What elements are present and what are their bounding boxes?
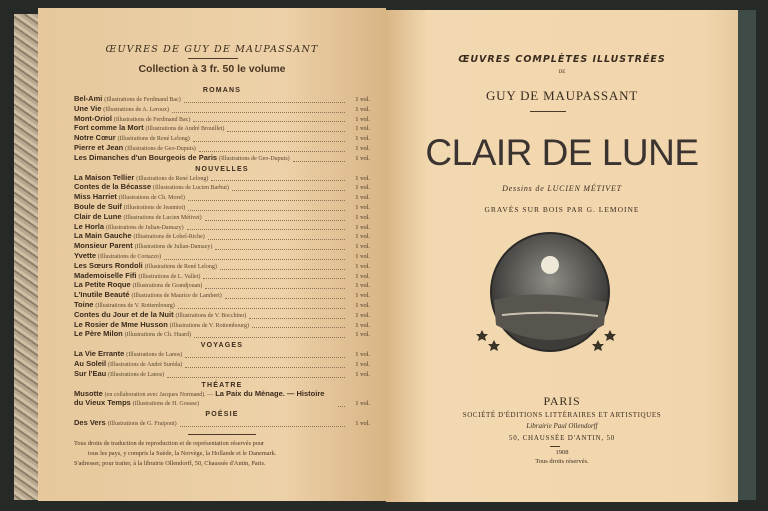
entry-illustrator: (Illustrations de René Lelong) — [144, 263, 217, 270]
entry-illustrator: (Illustrations de Julian-Damazy) — [105, 224, 184, 231]
catalog-entry — [74, 154, 370, 164]
entry-illustrator: (Illustrations de Lobel-Riche) — [133, 234, 205, 241]
dot-leader — [227, 131, 345, 132]
entry-illustrator: (Illustrations de René Lelong) — [136, 175, 209, 182]
entry-illustrator: (Illustrations de Lucien Métivet) — [123, 214, 202, 221]
dot-leader — [225, 298, 345, 299]
volume-count: 1 vol. — [355, 301, 370, 309]
entry-title: Sur l'Eau — [74, 368, 107, 378]
volume-count: 1 vol. — [355, 292, 370, 300]
dot-leader — [167, 377, 345, 378]
entry-title: Au Soleil — [74, 358, 107, 368]
section-heading: ROMANS — [202, 87, 242, 94]
entry-title: Une Vie — [74, 103, 102, 113]
entry-illustrator: (Illustrations de G. Fraipont) — [107, 421, 177, 428]
volume-count: 1 vol. — [355, 360, 370, 368]
section-heading: VOYAGES — [200, 342, 244, 350]
dot-leader — [185, 357, 345, 358]
entry-illustrator: (Illustrations de V. Rottembourg) — [169, 322, 250, 329]
series-title: ŒUVRES COMPLÈTES ILLUSTRÉES — [458, 54, 666, 65]
entry-illustrator: (Illustrations de Julian-Damazy) — [134, 244, 213, 251]
volume-count: 1 vol. — [355, 400, 370, 408]
entry-title: Des Vers — [74, 418, 106, 428]
dot-leader — [193, 121, 345, 122]
catalog-list — [74, 86, 370, 469]
entry-title: Toine — [74, 299, 94, 309]
entry-text — [74, 419, 177, 429]
engraver-line: GRAVÉS SUR BOIS PAR G. LEMOINE — [484, 205, 640, 214]
volume-count: 1 vol. — [355, 144, 370, 152]
dot-leader — [194, 337, 345, 338]
dot-leader — [203, 278, 345, 279]
address: 50, CHAUSSÉE D'ANTIN, 50 — [508, 434, 616, 442]
entry-title: La Maison Tellier — [74, 172, 135, 182]
entry-title: Le Rosier de Mme Husson — [74, 319, 168, 329]
dot-leader — [220, 269, 345, 270]
entry-title: Miss Harriet — [74, 192, 117, 202]
dot-leader — [211, 180, 345, 181]
catalog-entry — [74, 370, 370, 380]
illustrator-line: Dessins de LUCIEN MÉTIVET — [502, 184, 622, 193]
entry-title: Pierre et Jean — [74, 142, 124, 152]
dot-leader — [293, 161, 345, 162]
volume-count: 1 vol. — [355, 272, 370, 280]
volume-count: 1 vol. — [355, 233, 370, 241]
entry-title: Contes de la Bécasse — [74, 182, 152, 192]
entry-illustrator-continued: (Illustrations de H. Gousse) — [132, 401, 200, 408]
dot-leader — [187, 229, 345, 230]
volume-count: 1 vol. — [355, 174, 370, 182]
section-heading: POÉSIE — [205, 411, 239, 419]
entry-title: La Vie Errante — [74, 349, 125, 359]
dot-leader — [178, 308, 345, 309]
entry-text — [74, 390, 335, 410]
dot-leader — [164, 259, 345, 260]
book-title: CLAIR DE LUNE — [425, 132, 699, 173]
dot-leader — [208, 239, 345, 240]
volume-count: 1 vol. — [355, 135, 370, 143]
dot-leader — [188, 210, 345, 211]
left-header: ŒUVRES DE GUY DE MAUPASSANT — [105, 44, 319, 55]
volume-count: 1 vol. — [355, 96, 370, 103]
dot-leader — [205, 220, 345, 221]
volume-count: 1 vol. — [355, 331, 370, 339]
catalog-entry — [74, 419, 370, 429]
entry-title: Yvette — [74, 250, 97, 260]
volume-count: 1 vol. — [355, 311, 370, 319]
volume-count: 1 vol. — [355, 213, 370, 221]
dot-leader — [199, 151, 345, 152]
catalog-entry — [74, 183, 370, 193]
entry-illustrator: (Illustrations de A. Leroux) — [103, 106, 169, 113]
year: 1908 — [555, 449, 569, 456]
volume-count: 1 vol. — [355, 184, 370, 192]
entry-illustrator: (Illustrations de Geo-Dupuis) — [125, 145, 196, 152]
entry-title: Clair de Lune — [74, 211, 122, 221]
volume-count: 1 vol. — [355, 194, 370, 202]
entry-title: Contes du Jour et de la Nuit — [74, 309, 174, 319]
entry-illustrator: (Illustrations de Jeanniot) — [123, 204, 186, 211]
volume-count: 1 vol. — [355, 262, 370, 270]
de-label: DE — [558, 70, 566, 75]
entry-illustrator: (Illustrations de Ch. Huard) — [124, 332, 192, 339]
entry-illustrator: (Illustrations de Ferdinand Bac) — [113, 116, 191, 123]
catalog-entry — [74, 350, 370, 360]
catalog-entry — [74, 95, 370, 105]
catalog-entry — [74, 291, 370, 301]
entry-title: Mademoiselle Fifi — [74, 270, 137, 280]
collection-title: Collection à 3 fr. 50 le volume — [138, 63, 286, 75]
entry-illustrator: (Illustrations de Ch. Morel) — [118, 195, 185, 202]
volume-count: 1 vol. — [355, 370, 370, 378]
dot-leader — [184, 102, 345, 103]
volume-count: 1 vol. — [355, 243, 370, 251]
entry-title: Les Sœurs Rondoli — [74, 260, 143, 270]
entry-title: Boule de Suif — [74, 201, 122, 211]
entry-illustrator: (Illustrations de Cortazzo) — [98, 253, 162, 260]
entry-illustrator: (Illustrations de Lucien Barbut) — [153, 185, 229, 192]
volume-count: 1 vol. — [355, 154, 370, 162]
catalog-entry — [74, 360, 370, 370]
city: PARIS — [543, 394, 581, 408]
entry-illustrator: (Illustrations de André Suréda) — [108, 361, 183, 368]
entry-illustrator: (Illustrations de V. Bocchino) — [175, 312, 247, 319]
entry-title: Monsieur Parent — [74, 241, 133, 251]
moon-icon — [541, 256, 559, 274]
header-rule — [188, 58, 238, 59]
entry-illustrator: (Illustrations de L. Vallet) — [138, 273, 201, 280]
volume-count: 1 vol. — [355, 321, 370, 329]
dot-leader — [252, 327, 345, 328]
entry-illustrator: (en collaboration avec Jacques Normand). — — [104, 391, 214, 398]
small-rule — [550, 446, 560, 447]
title-page — [386, 10, 738, 502]
author-name: GUY DE MAUPASSANT — [485, 88, 639, 103]
volume-count: 1 vol. — [355, 203, 370, 211]
entry-title: L'Inutile Beauté — [74, 290, 130, 300]
volume-count: 1 vol. — [355, 351, 370, 359]
entry-illustrator: (Illustrations de René Lelong) — [117, 136, 190, 143]
title-rule — [530, 111, 566, 112]
entry-title: Fort comme la Mort — [74, 123, 144, 133]
entry-illustrator: (Illustrations de Maurice de Lambert) — [131, 293, 222, 300]
dot-leader — [338, 406, 345, 407]
catalog-entry — [74, 242, 370, 252]
entry-title: Mont-Oriol — [74, 113, 112, 123]
entry-illustrator: (Illustrations de V. Rottembourg) — [95, 302, 175, 309]
volume-count: 1 vol. — [355, 125, 370, 133]
volume-count: 1 vol. — [355, 420, 370, 428]
entry-title: La Main Gauche — [74, 231, 132, 241]
dot-leader — [232, 190, 345, 191]
rights-reserved: Tous droits réservés. — [535, 458, 589, 465]
rights-line: tous les pays, y compris la Suède, la Norvège, la Hollande et le Danemark. — [88, 449, 277, 457]
publisher: SOCIÉTÉ D'ÉDITIONS LITTÉRAIRES ET ARTISTIQUES — [462, 411, 662, 419]
entry-title: Bel-Ami — [74, 94, 103, 103]
dot-leader — [249, 318, 345, 319]
rights-notice — [74, 439, 370, 469]
rights-line: Tous droits de traduction de reproduction et de représentation réservés pour — [74, 439, 265, 447]
entry-title: Le Père Milon — [74, 329, 123, 339]
volume-count: 1 vol. — [355, 282, 370, 290]
entry-text — [74, 370, 164, 380]
entry-illustrator: (Illustrations de Ferdinand Bac) — [104, 97, 181, 103]
section-heading: NOUVELLES — [195, 165, 249, 173]
dot-leader — [172, 112, 345, 113]
catalog-entry — [74, 213, 370, 223]
entry-illustrator: (Illustrations de Geo-Dupuis) — [219, 155, 290, 162]
dot-leader — [185, 367, 345, 368]
volume-count: 1 vol. — [355, 223, 370, 231]
entry-text — [74, 291, 222, 301]
catalog-entry — [74, 105, 370, 115]
entry-title-continued: La Paix du Ménage. — Histoire du Vieux Temps — [74, 388, 325, 408]
entry-illustrator: (Illustrations de Grandjouan) — [132, 283, 203, 290]
entry-title: Le Horla — [74, 221, 105, 231]
entry-text — [74, 330, 191, 340]
footer-rule — [188, 434, 256, 435]
entry-title: Musotte — [74, 388, 103, 398]
section-heading: THÉATRE — [201, 381, 243, 389]
volume-count: 1 vol. — [355, 252, 370, 260]
catalog-entry — [74, 390, 370, 410]
volume-count: 1 vol. — [355, 115, 370, 123]
dot-leader — [193, 141, 345, 142]
entry-title: Les Dimanches d'un Bourgeois de Paris — [74, 152, 218, 162]
book-cover-edge — [738, 10, 756, 500]
entry-title: La Petite Roque — [74, 280, 131, 290]
bookshop: Librairie Paul Ollendorff — [526, 422, 598, 430]
left-page — [38, 8, 386, 501]
entry-illustrator: (Illustrations de Lanos) — [108, 371, 165, 378]
volume-count: 1 vol. — [355, 105, 370, 113]
entry-illustrator: (Illustrations de André Brouillet) — [145, 126, 225, 133]
dot-leader — [205, 288, 345, 289]
moonlight-vignette — [474, 230, 634, 360]
catalog-sections — [74, 86, 370, 429]
entry-text — [74, 154, 290, 164]
entry-title: Notre Cœur — [74, 133, 116, 143]
entry-illustrator: (Illustrations de Lanos) — [126, 352, 183, 359]
dot-leader — [215, 249, 345, 250]
dot-leader — [188, 200, 345, 201]
catalog-entry — [74, 124, 370, 134]
catalog-entry — [74, 330, 370, 340]
rights-line: S'adresser, pour traiter, à la librairie Ollendorff, 50, Chaussée d'Antin, Paris. — [74, 459, 266, 467]
dot-leader — [180, 426, 345, 427]
